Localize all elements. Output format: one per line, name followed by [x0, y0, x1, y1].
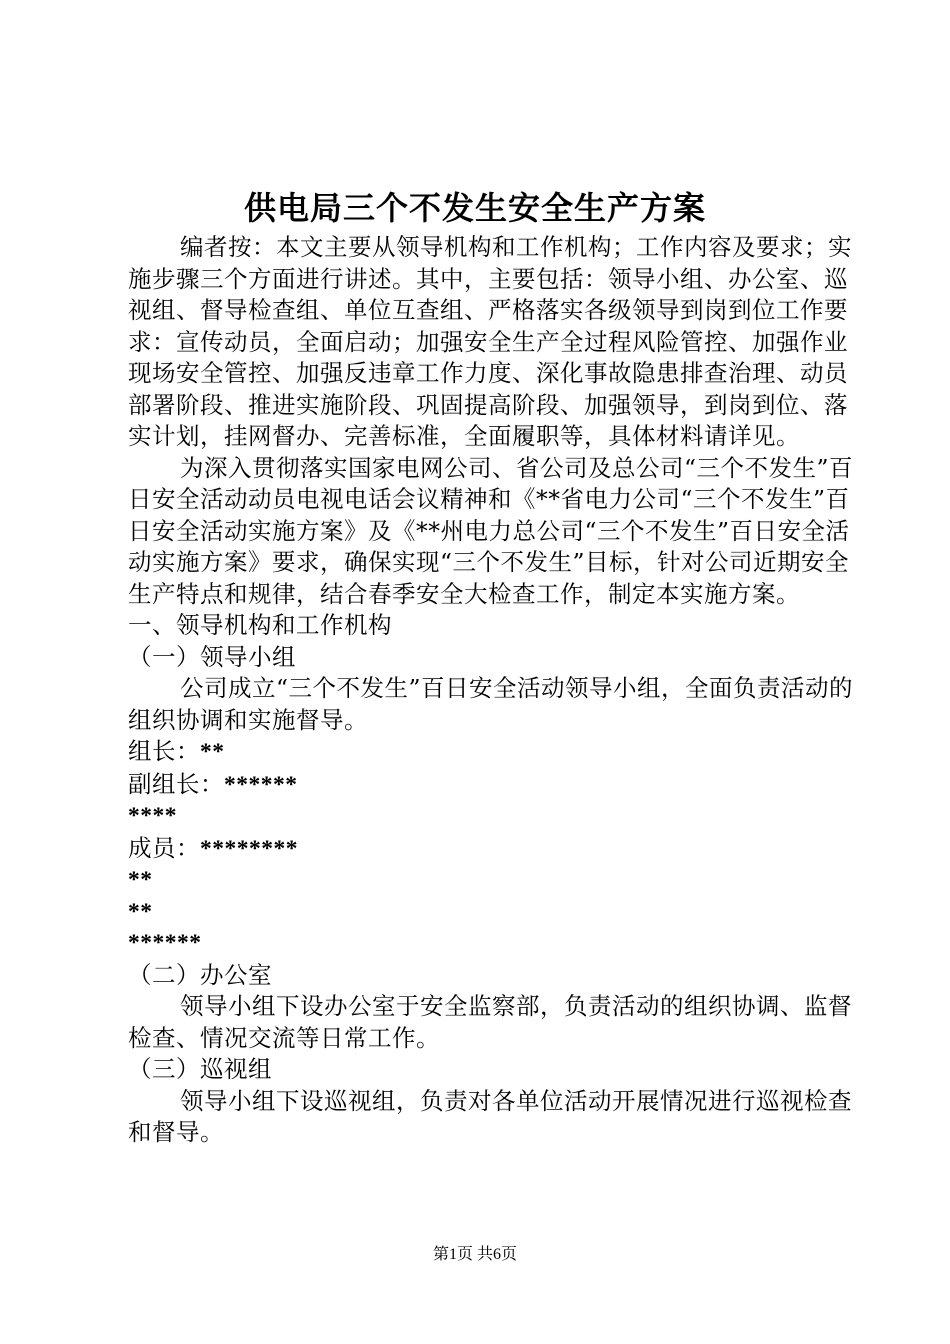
- members-line: [128, 833, 858, 866]
- member-line: ******: [128, 930, 202, 956]
- deputy-line: [128, 769, 858, 802]
- page-title: 供电局三个不发生安全生产方案: [243, 189, 706, 227]
- members-label: 成员：: [128, 833, 200, 862]
- leader-value: **: [200, 739, 225, 765]
- editor-note-paragraph: 编者按：本文主要从领导机构和工作机构；工作内容及要求；实施步骤三个方面进行讲述。其中，主要包括：领导小组、办公室、巡视组、督导检查组、单位互查组、严格落实各级领导到岗到位工作要求：宣传动员，全面启动；加强安全生产全过程风险管控、加强作业现场安全管控、加强反违章工作力度、深化事故隐患排查治理、动员部署阶段、推进实施阶段、巩固提高阶段、加强领导，到岗到位、落实计划，挂网督办、完善标准，全面履职等，具体材料请详见。: [128, 233, 852, 450]
- deputy-label: 副组长：: [128, 769, 224, 798]
- page-footer: 第1页 共6页: [432, 1246, 517, 1263]
- deputy-extra-line: ****: [128, 803, 177, 829]
- subsection-heading: （一）领导小组: [128, 642, 296, 671]
- member-line: **: [128, 867, 153, 893]
- subsection-heading: （二）办公室: [128, 960, 272, 989]
- leader-line: [128, 736, 858, 769]
- member-line: **: [128, 898, 153, 925]
- subsection-paragraph: 公司成立“三个不发生”百日安全活动领导小组，全面负责活动的组织协调和实施督导。: [128, 674, 854, 734]
- subsection-paragraph: 领导小组下设办公室于安全监察部，负责活动的组织协调、监督检查、情况交流等日常工作。: [128, 992, 852, 1052]
- subsection-paragraph: 领导小组下设巡视组，负责对各单位活动开展情况进行巡视检查和督导。: [128, 1086, 852, 1146]
- members-value: ********: [200, 835, 298, 862]
- deputy-value: ******: [224, 771, 298, 798]
- document-body: [128, 232, 858, 1149]
- section-heading: 一、领导机构和工作机构: [128, 611, 392, 639]
- intro-paragraph: 为深入贯彻落实国家电网公司、省公司及总公司“三个不发生”百日安全活动动员电视电话会议精神和《**省电力公司“三个不发生”百日安全活动实施方案》及《**州电力总公司“三个不发生”百日安全活动实施方案》要求，确保实现“三个不发生”目标，针对公司近期安全生产特点和规律，结合春季安全大检查工作，制定本实施方案。: [128, 453, 854, 608]
- leader-label: 组长：: [128, 737, 200, 765]
- subsection-heading: （三）巡视组: [128, 1055, 272, 1083]
